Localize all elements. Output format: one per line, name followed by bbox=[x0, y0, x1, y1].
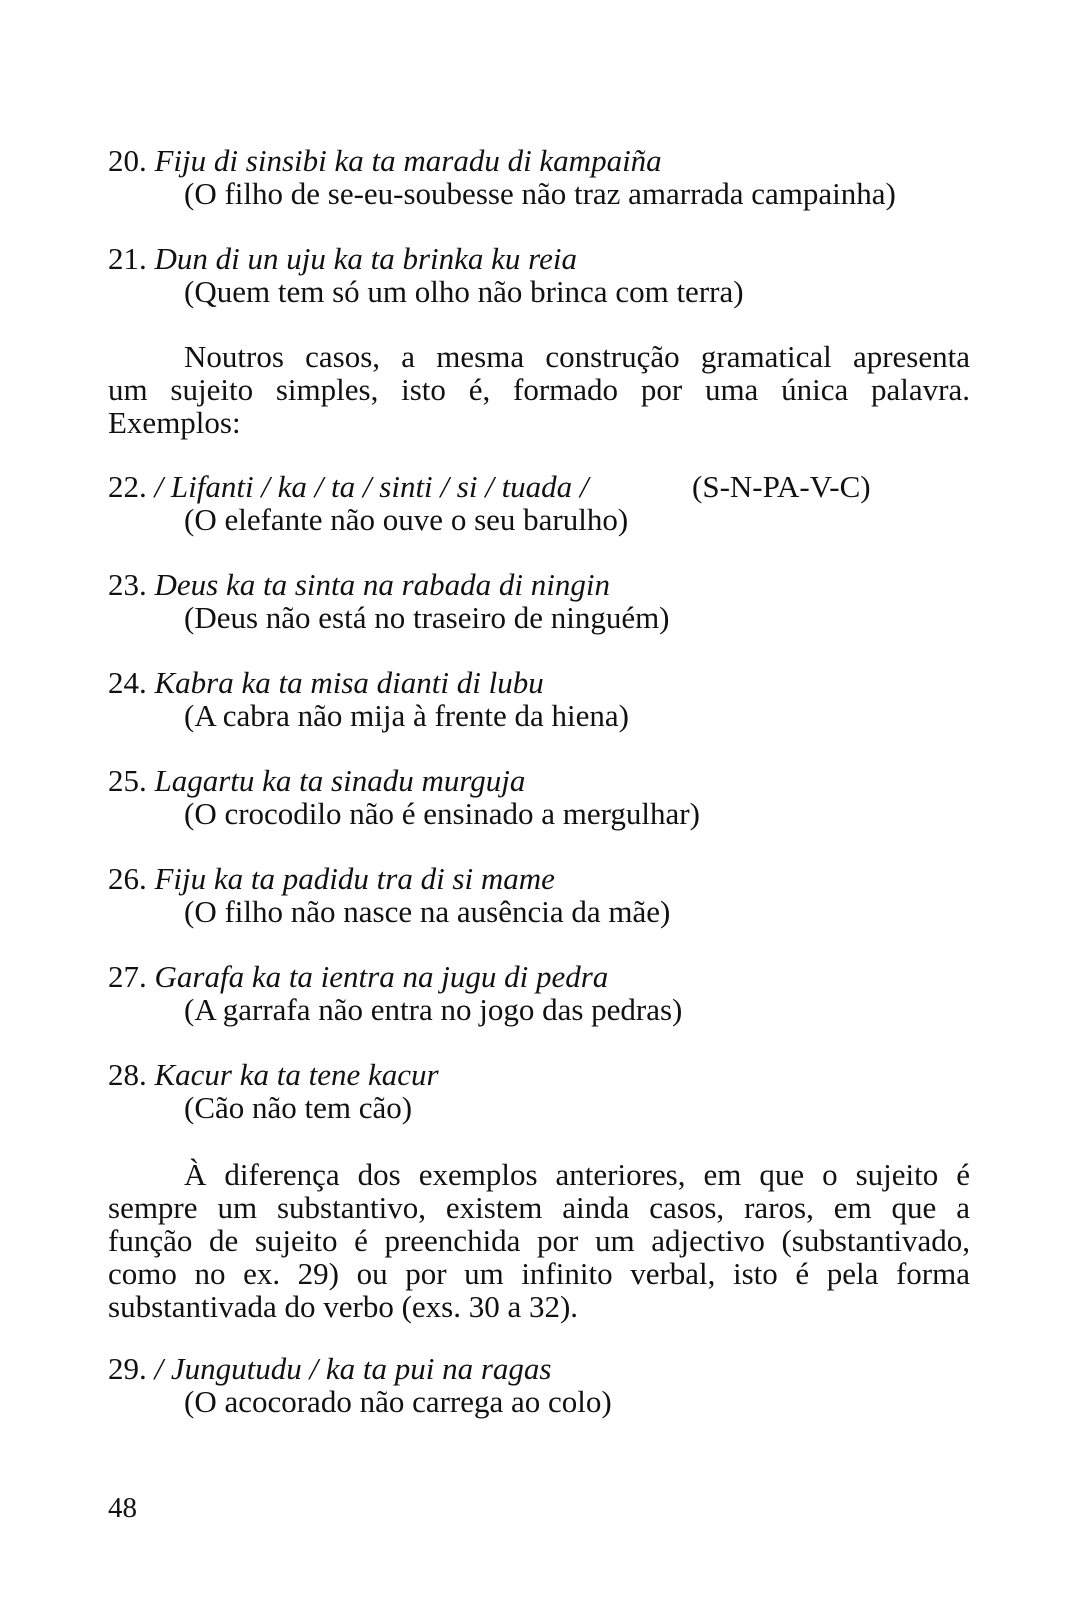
example-number: 25. bbox=[108, 763, 147, 798]
body-paragraph-2 bbox=[108, 1158, 970, 1323]
example-21 bbox=[108, 242, 978, 308]
example-translation: (O acocorado não carrega ao colo) bbox=[184, 1384, 612, 1419]
example-number: 22. bbox=[108, 469, 147, 504]
example-line bbox=[108, 960, 978, 993]
example-proverb: Kacur ka ta tene kacur bbox=[154, 1057, 439, 1092]
body-paragraph-1 bbox=[108, 340, 970, 439]
example-number: 28. bbox=[108, 1057, 147, 1092]
paragraph-line: Noutros casos, a mesma construção gramatical apresenta bbox=[184, 339, 970, 374]
paragraph-line: À diferença dos exemplos anteriores, em que o sujeito é bbox=[184, 1157, 970, 1192]
example-number: 29. bbox=[108, 1351, 147, 1386]
example-23 bbox=[108, 568, 978, 634]
example-line bbox=[108, 764, 978, 797]
example-translation: (O elefante não ouve o seu barulho) bbox=[184, 502, 629, 537]
example-translation: (A cabra não mija à frente da hiena) bbox=[184, 698, 629, 733]
example-proverb: Dun di un uju ka ta brinka ku reia bbox=[154, 241, 577, 276]
example-line bbox=[108, 568, 978, 601]
example-line bbox=[108, 862, 978, 895]
example-proverb: Deus ka ta sinta na rabada di ningin bbox=[154, 567, 611, 602]
example-number: 24. bbox=[108, 665, 147, 700]
paragraph-line: função de sujeito é preenchida por um adjectivo (substantivado, bbox=[108, 1223, 970, 1258]
example-26 bbox=[108, 862, 978, 928]
example-number: 21. bbox=[108, 241, 147, 276]
page-number: 48 bbox=[108, 1492, 137, 1524]
example-number: 20. bbox=[108, 143, 147, 178]
example-24 bbox=[108, 666, 978, 732]
example-27 bbox=[108, 960, 978, 1026]
example-22 bbox=[108, 470, 978, 536]
example-number: 26. bbox=[108, 861, 147, 896]
example-translation: (Quem tem só um olho não brinca com terra) bbox=[184, 274, 744, 309]
example-28 bbox=[108, 1058, 978, 1124]
example-proverb: Fiju di sinsibi ka ta maradu di kampaiña bbox=[154, 143, 662, 178]
example-proverb: / Jungutudu / ka ta pui na ragas bbox=[154, 1351, 552, 1386]
example-line bbox=[108, 144, 978, 177]
example-number: 23. bbox=[108, 567, 147, 602]
example-line bbox=[108, 1352, 978, 1385]
example-translation: (O crocodilo não é ensinado a mergulhar) bbox=[184, 796, 700, 831]
syntax-tag: (S-N-PA-V-C) bbox=[692, 469, 871, 504]
example-line bbox=[108, 666, 978, 699]
paragraph-line: substantivada do verbo (exs. 30 a 32). bbox=[108, 1289, 579, 1324]
paragraph-line: sempre um substantivo, existem ainda casos, raros, em que a bbox=[108, 1190, 970, 1225]
example-proverb: Lagartu ka ta sinadu murguja bbox=[154, 763, 526, 798]
example-proverb: Fiju ka ta padidu tra di si mame bbox=[154, 861, 555, 896]
example-translation: (A garrafa não entra no jogo das pedras) bbox=[184, 992, 683, 1027]
example-25 bbox=[108, 764, 978, 830]
example-proverb: / Lifanti / ka / ta / sinti / si / tuada / bbox=[154, 469, 589, 504]
example-translation: (Deus não está no traseiro de ninguém) bbox=[184, 600, 670, 635]
paragraph-line: como no ex. 29) ou por um infinito verbal, isto é pela forma bbox=[108, 1256, 970, 1291]
paragraph-line: um sujeito simples, isto é, formado por uma única palavra. bbox=[108, 372, 970, 407]
example-20 bbox=[108, 144, 978, 210]
example-proverb: Garafa ka ta ientra na jugu di pedra bbox=[154, 959, 609, 994]
example-translation: (Cão não tem cão) bbox=[184, 1090, 413, 1125]
example-line bbox=[108, 242, 978, 275]
example-proverb: Kabra ka ta misa dianti di lubu bbox=[154, 665, 544, 700]
example-number: 27. bbox=[108, 959, 147, 994]
example-29 bbox=[108, 1352, 978, 1418]
example-translation: (O filho não nasce na ausência da mãe) bbox=[184, 894, 671, 929]
example-line bbox=[108, 1058, 978, 1091]
paragraph-line: Exemplos: bbox=[108, 405, 241, 440]
example-translation: (O filho de se-eu-soubesse não traz amarrada campainha) bbox=[184, 176, 896, 211]
